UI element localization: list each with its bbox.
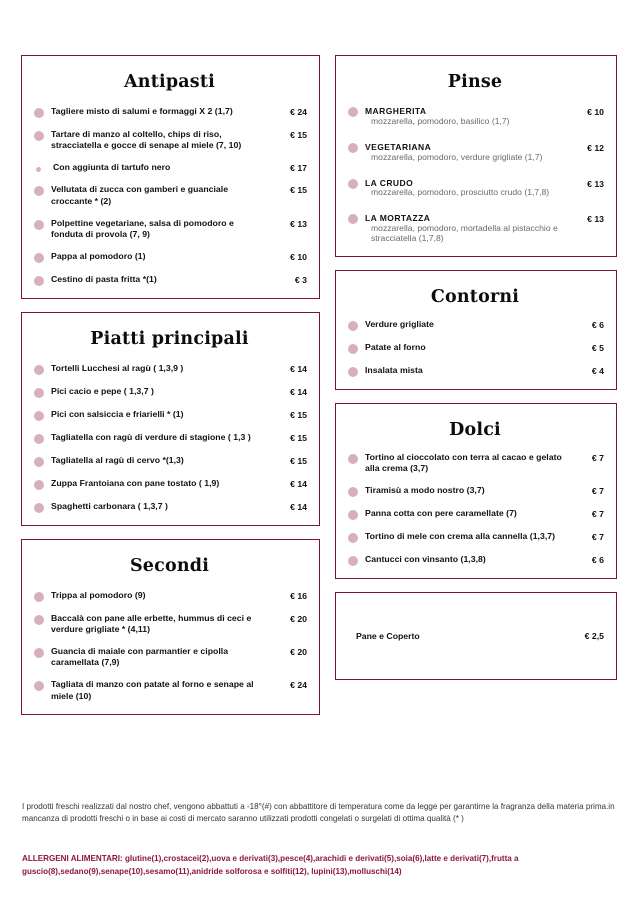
- section-title-piatti-principali: Piatti principali: [90, 328, 249, 349]
- menu-item-name: Tagliata di manzo con patate al forno e senape al miele (10): [51, 679, 254, 701]
- menu-item-body: [51, 129, 267, 151]
- section-title-contorni: Contorni: [430, 286, 520, 307]
- menu-item: [346, 554, 604, 566]
- bullet-icon: [34, 131, 44, 141]
- menu-item-price: € 7: [591, 532, 604, 543]
- menu-item-body: [365, 365, 564, 376]
- pane-coperto-label: Pane e Coperto: [356, 631, 420, 642]
- menu-item-body: [365, 452, 564, 474]
- bullet-icon: [348, 487, 358, 497]
- bullet-icon: [34, 411, 44, 421]
- menu-item-body: [51, 386, 267, 397]
- menu-item-price: € 14: [290, 363, 307, 374]
- menu-item: [346, 342, 604, 354]
- menu-item-body: [365, 342, 564, 353]
- bullet-icon: [34, 457, 44, 467]
- section-title-pinse: Pinse: [447, 72, 503, 92]
- right-column: [335, 55, 617, 680]
- section-contorni: [335, 270, 617, 390]
- menu-item-body: [365, 508, 564, 519]
- menu-item-price: € 4: [591, 365, 604, 376]
- menu-item: [32, 218, 307, 240]
- bullet-icon: [34, 592, 44, 602]
- menu-item-name: Tagliere misto di salumi e formaggi X 2 (1,7): [51, 106, 233, 116]
- menu-item-price: € 13: [587, 214, 604, 225]
- menu-item-body: [51, 184, 267, 206]
- menu-item-price: € 13: [587, 178, 604, 189]
- menu-item-price: € 5: [591, 342, 604, 353]
- menu-item-body: [365, 319, 564, 330]
- menu-item-description: mozzarella, pomodoro, verdure grigliate (1,7): [371, 151, 543, 162]
- menu-item-price: € 15: [290, 432, 307, 443]
- menu-item: [32, 409, 307, 421]
- section-title-antipasti: Antipasti: [124, 72, 215, 92]
- menu-item-body: [51, 478, 267, 489]
- bullet-icon: [348, 143, 358, 153]
- pinse-items: [346, 106, 604, 244]
- menu-item-price: € 7: [591, 486, 604, 497]
- menu-item-body: [51, 613, 267, 635]
- menu-item-price: € 14: [290, 501, 307, 512]
- menu-item-name: Pici cacio e pepe ( 1,3,7 ): [51, 385, 154, 396]
- menu-item-price: € 14: [290, 386, 307, 397]
- menu-item-name: Verdure grigliate: [365, 318, 434, 329]
- menu-item-price: € 12: [587, 142, 604, 153]
- menu-item: [346, 106, 604, 127]
- menu-item: [32, 455, 307, 467]
- menu-item: [32, 386, 307, 398]
- antipasti-items: [32, 106, 307, 286]
- menu-item-price: € 10: [290, 251, 307, 262]
- menu-item-price: € 6: [591, 319, 604, 330]
- menu-item-name: Trippa al pomodoro (9): [51, 589, 146, 600]
- menu-item-name: Tagliatella al ragù di cervo *(1,3): [51, 454, 184, 465]
- bullet-icon: [34, 276, 44, 286]
- bullet-icon: [348, 454, 358, 464]
- menu-item: [32, 613, 307, 635]
- menu-item-body: [51, 274, 267, 285]
- menu-item: [32, 679, 307, 701]
- menu-item-name: Cantucci con vinsanto (1,3,8): [365, 554, 486, 565]
- menu-item-body: [51, 432, 267, 443]
- allergens-notice: ALLERGENI ALIMENTARI: glutine(1),crostacei(2),uova e derivati(3),pesce(4),arachidi e derivati(5),soia(6),latte e derivati(7),frutta a guscio(8),sedano(9),senape(10),sesamo(11),anidride solforosa e solfiti(12), lupini(13),molluschi(14): [22, 854, 519, 876]
- menu-item: [346, 365, 604, 377]
- menu-item-price: € 24: [290, 680, 307, 691]
- menu-item-price: € 6: [591, 555, 604, 566]
- menu-item: [346, 319, 604, 331]
- menu-item-price: € 7: [591, 509, 604, 520]
- menu-item: [346, 508, 604, 520]
- bullet-icon: [348, 556, 358, 566]
- bullet-icon: [348, 344, 358, 354]
- menu-item: [32, 590, 307, 602]
- bullet-icon: [34, 220, 44, 230]
- menu-item-price: € 15: [290, 185, 307, 196]
- menu-item-price: € 14: [290, 478, 307, 489]
- bullet-icon: [34, 434, 44, 444]
- section-pane-e-coperto: [335, 592, 617, 680]
- menu-item: [32, 363, 307, 375]
- menu-item: [346, 213, 604, 244]
- menu-item: [32, 162, 307, 173]
- menu-item-body: [365, 485, 564, 496]
- bullet-icon: [34, 186, 44, 196]
- menu-item-body: [365, 142, 564, 163]
- menu-item-body: [51, 501, 267, 512]
- bullet-icon: [34, 480, 44, 490]
- bullet-icon: [34, 253, 44, 263]
- menu-item-name: Polpettine vegetariane, salsa di pomodoro e fonduta di provola (7, 9): [51, 217, 234, 239]
- menu-item-name: Zuppa Frantoiana con pane tostato ( 1,9): [51, 477, 220, 488]
- menu-item-body: [51, 455, 267, 466]
- bullet-icon: [34, 365, 44, 375]
- pane-coperto-row: [356, 631, 604, 641]
- menu-item-body: [51, 106, 267, 117]
- menu-item-price: € 15: [290, 455, 307, 466]
- menu-item: [32, 478, 307, 490]
- bullet-icon: [34, 388, 44, 398]
- menu-item: [32, 129, 307, 151]
- menu-item: [32, 501, 307, 513]
- section-pinse: [335, 55, 617, 257]
- menu-item: [32, 274, 307, 286]
- menu-item-body: [365, 106, 564, 127]
- section-secondi: [21, 539, 320, 715]
- menu-item-body: [51, 590, 267, 601]
- section-title-dolci: Dolci: [449, 419, 501, 440]
- menu-item-body: [51, 646, 267, 668]
- menu-item-name: LA MORTAZZA: [365, 213, 431, 224]
- menu-item-name: LA CRUDO: [365, 177, 414, 188]
- menu-item-name: Pici con salsiccia e friarielli * (1): [51, 408, 184, 419]
- menu-item-name: Insalata mista: [365, 364, 423, 375]
- menu-item-description: mozzarella, pomodoro, mortadella al pistacchio e stracciatella (1,7,8): [371, 223, 558, 243]
- menu-item-price: € 7: [591, 452, 604, 463]
- menu-item-name: Tortino al cioccolato con terra al cacao e gelato alla crema (3,7): [365, 451, 562, 473]
- bullet-icon: [348, 510, 358, 520]
- menu-item-name: MARGHERITA: [365, 106, 427, 116]
- menu-item-name: Pappa al pomodoro (1): [51, 250, 146, 261]
- bullet-icon: [34, 648, 44, 658]
- bullet-icon: [34, 108, 44, 118]
- menu-item-name: Tortino di mele con crema alla cannella (1,3,7): [365, 531, 556, 542]
- bullet-icon: [348, 321, 358, 331]
- section-antipasti: [21, 55, 320, 299]
- bullet-icon: [34, 615, 44, 625]
- bullet-icon: [34, 681, 44, 691]
- section-piatti-principali: [21, 312, 320, 526]
- left-column: [21, 55, 320, 715]
- menu-item-body: [365, 531, 564, 542]
- pane-coperto-price: € 2,5: [584, 631, 604, 642]
- section-dolci: [335, 403, 617, 579]
- menu-item-description: mozzarella, pomodoro, prosciutto crudo (1,7,8): [371, 187, 550, 198]
- piatti-principali-items: [32, 363, 307, 513]
- menu-item-name: Guancia di maiale con parmantier e cipolla caramellata (7,9): [51, 646, 229, 668]
- menu-item: [32, 646, 307, 668]
- freshness-notes: I prodotti freschi realizzati dal nostro chef, vengono abbattuti a -18°(#) con abbattitore di temperatura come da legge per garantirne la fragranza della materia prima.in mancanza di prodotti freschi o in base ai costi di mercato saranno utilizzati prodotti congelati o surgelati di ottima qualità (* ): [22, 802, 615, 824]
- menu-item: [32, 432, 307, 444]
- menu-item-body: [51, 363, 267, 374]
- section-title-secondi: Secondi: [129, 555, 210, 576]
- menu-item: [346, 531, 604, 543]
- menu-item-body: [53, 162, 267, 173]
- menu-item-price: € 10: [587, 107, 604, 117]
- bullet-icon: [36, 167, 41, 172]
- menu-item: [346, 178, 604, 199]
- menu-item-body: [51, 409, 267, 420]
- bullet-icon: [348, 179, 358, 189]
- menu-item: [346, 142, 604, 163]
- bullet-icon: [348, 533, 358, 543]
- menu-item-body: [365, 178, 564, 199]
- menu-item: [346, 485, 604, 497]
- menu-item-name: VEGETARIANA: [365, 141, 432, 152]
- menu-item-name: Baccalà con pane alle erbette, hummus di ceci e verdure grigliate * (4,11): [51, 612, 252, 634]
- menu-item-price: € 20: [290, 613, 307, 624]
- menu-item-name: Con aggiunta di tartufo nero: [53, 162, 171, 173]
- menu-item-price: € 20: [290, 647, 307, 658]
- dolci-items: [346, 452, 604, 566]
- menu-item-name: Tiramisù a modo nostro (3,7): [365, 485, 485, 496]
- menu-item-name: Vellutata di zucca con gamberi e guanciale croccante * (2): [51, 184, 229, 206]
- bullet-icon: [348, 214, 358, 224]
- menu-item-description: mozzarella, pomodoro, basilico (1,7): [371, 115, 510, 126]
- menu-item: [32, 184, 307, 206]
- bullet-icon: [34, 503, 44, 513]
- menu-item-body: [51, 218, 267, 240]
- menu-item-body: [51, 679, 267, 701]
- menu-item-price: € 13: [290, 218, 307, 229]
- menu-item-body: [51, 251, 267, 262]
- bullet-icon: [348, 367, 358, 377]
- menu-item-name: Tartare di manzo al coltello, chips di riso, stracciatella e gocce di senape al miele (7, 10): [51, 129, 242, 151]
- menu-item-price: € 15: [290, 409, 307, 420]
- menu-item-name: Patate al forno: [365, 341, 426, 352]
- bullet-icon: [348, 107, 358, 117]
- menu-item-body: [365, 213, 564, 244]
- menu-item-name: Spaghetti carbonara ( 1,3,7 ): [51, 500, 168, 511]
- menu-item-name: Panna cotta con pere caramellate (7): [365, 508, 517, 519]
- menu-item-name: Tortelli Lucchesi al ragù ( 1,3,9 ): [51, 362, 184, 373]
- menu-item: [32, 251, 307, 263]
- secondi-items: [32, 590, 307, 702]
- menu-item-price: € 16: [290, 590, 307, 601]
- menu-item-price: € 3: [294, 274, 307, 285]
- menu-item: [346, 452, 604, 474]
- menu-item-name: Tagliatella con ragù di verdure di stagione ( 1,3 ): [51, 431, 251, 442]
- menu-item-body: [365, 554, 564, 565]
- menu-item-price: € 24: [290, 107, 307, 117]
- menu-item-price: € 17: [290, 163, 307, 174]
- menu-item: [32, 106, 307, 118]
- contorni-items: [346, 319, 604, 377]
- menu-item-name: Cestino di pasta fritta *(1): [51, 273, 157, 284]
- menu-item-price: € 15: [290, 130, 307, 140]
